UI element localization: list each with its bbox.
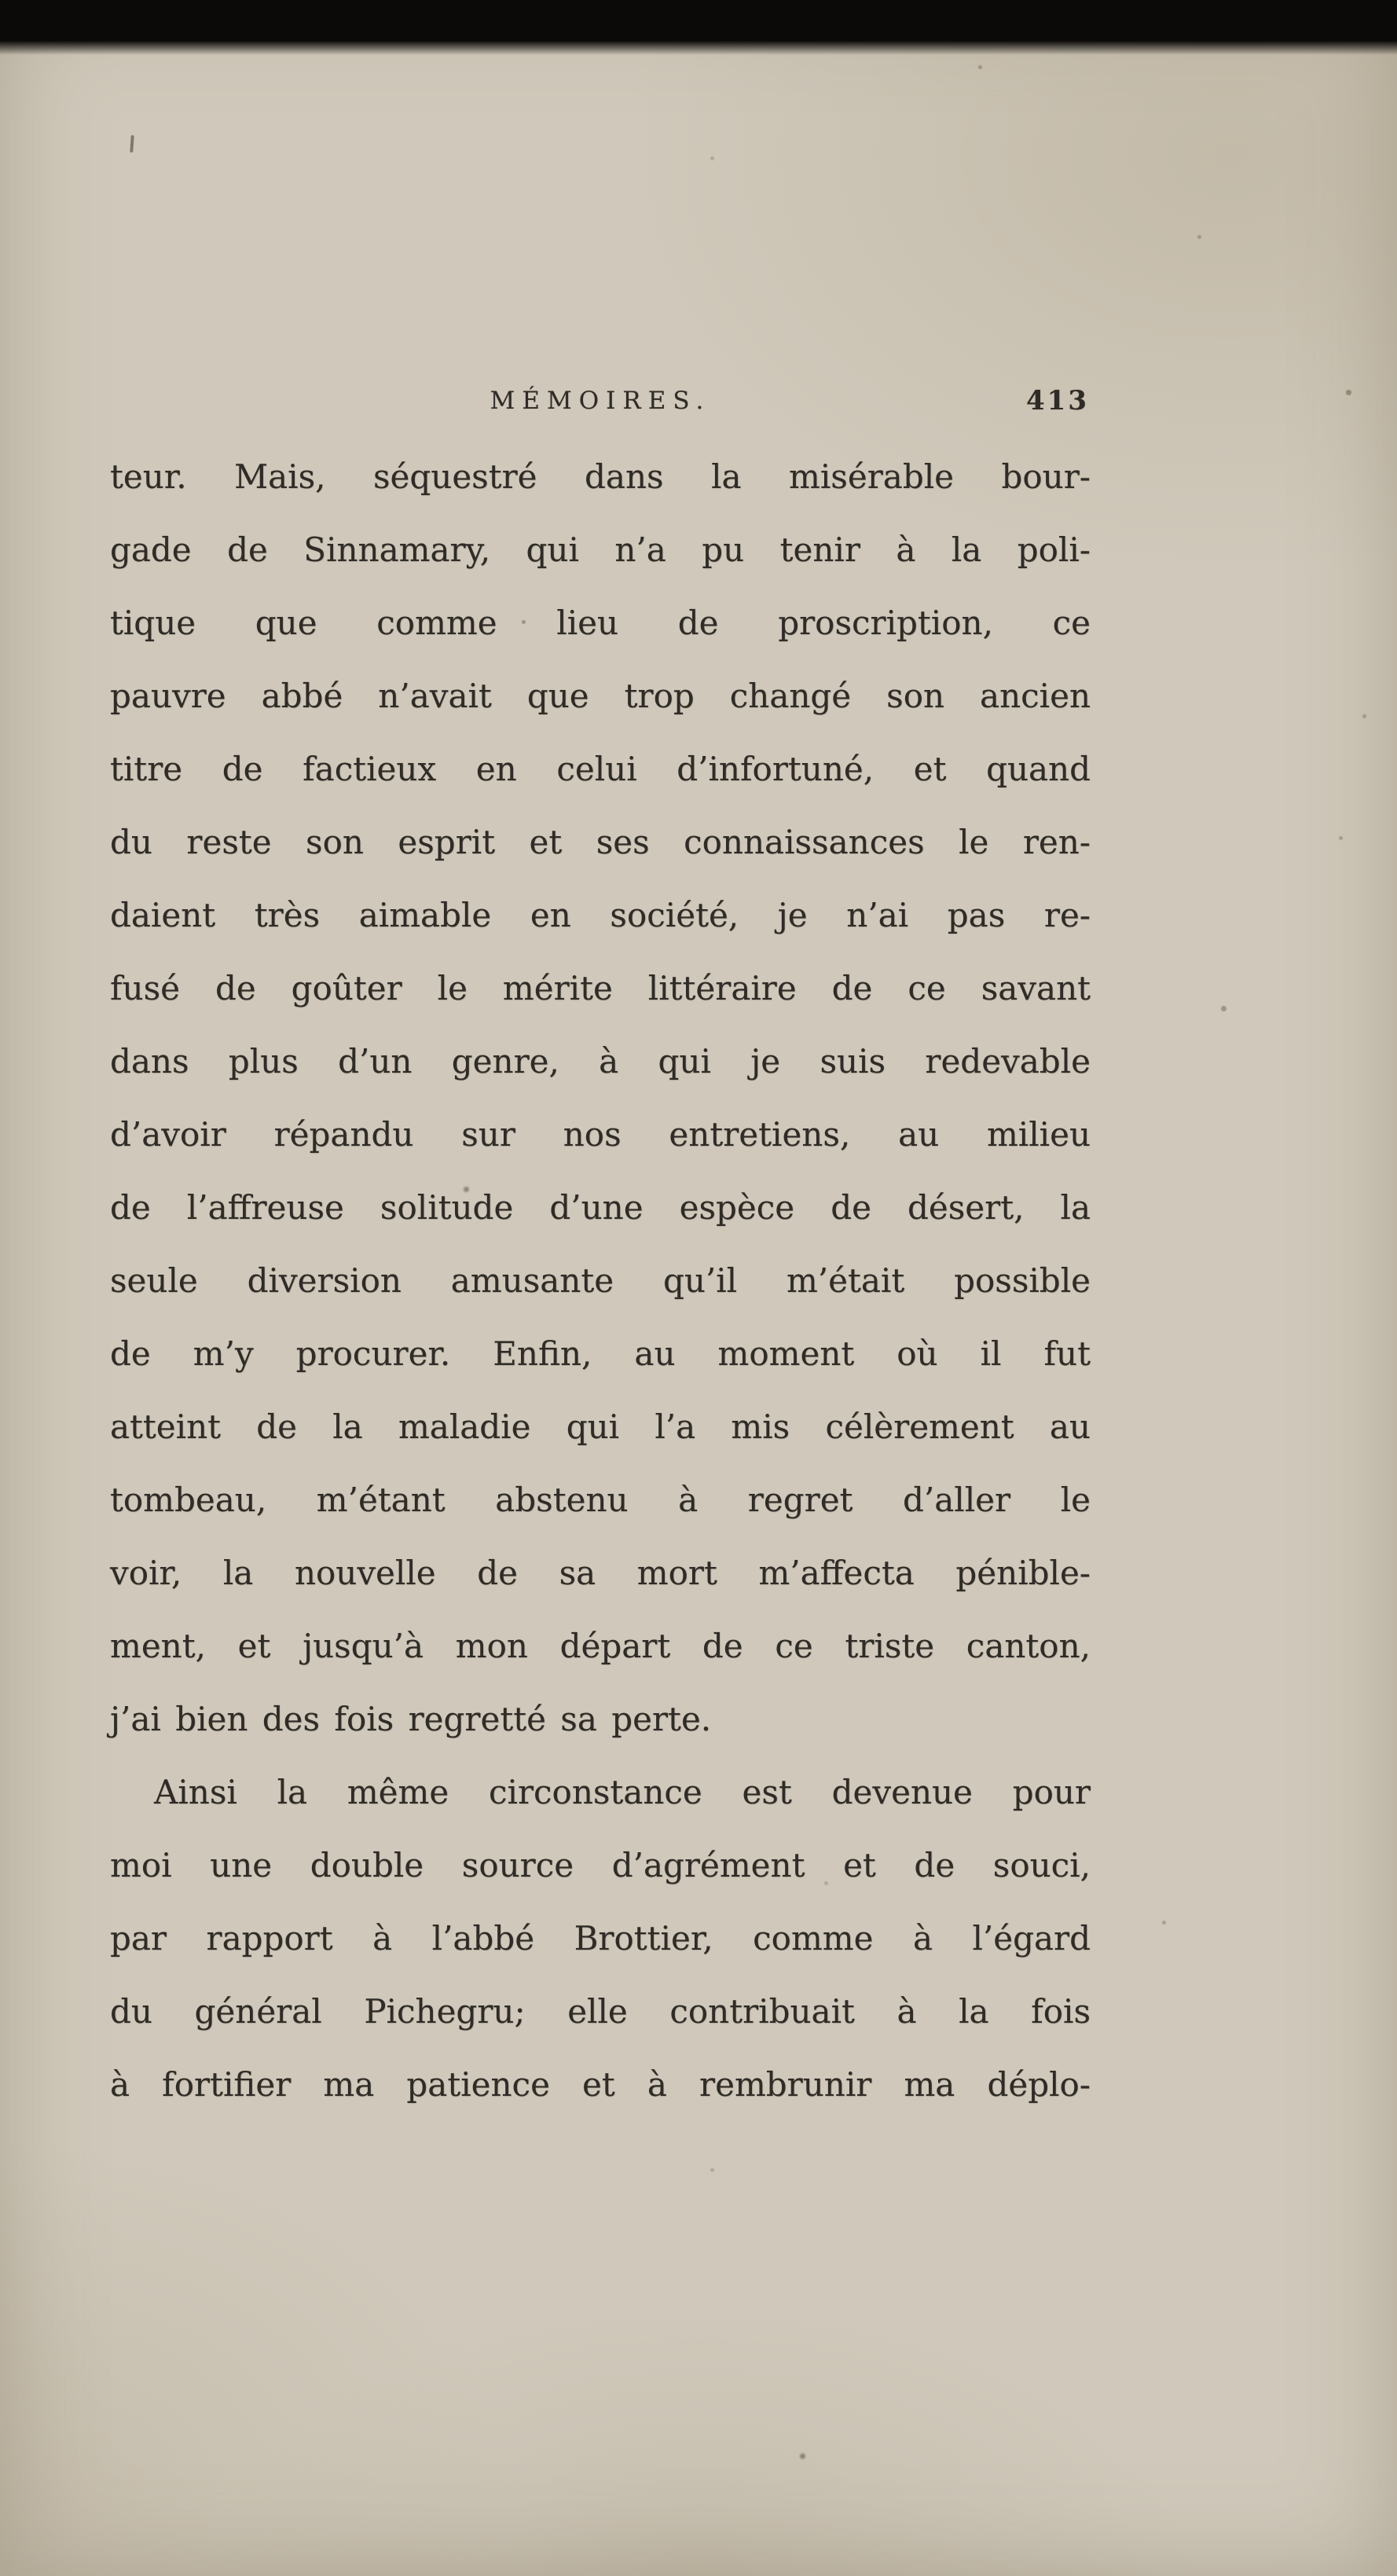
text-line: ment, et jusqu’à mon départ de ce triste canton, <box>110 1627 1091 1665</box>
text-block <box>110 440 1091 2121</box>
paper-mark <box>130 135 134 152</box>
text-line: j’ai bien des fois regretté sa perte. <box>110 1700 712 1738</box>
text-line: voir, la nouvelle de sa mort m’affecta pénible- <box>110 1554 1091 1592</box>
text-line: atteint de la maladie qui l’a mis célèrement au <box>110 1407 1091 1446</box>
text-line: tombeau, m’étant abstenu à regret d’aller le <box>110 1481 1091 1519</box>
running-header <box>110 387 1091 423</box>
text-line: fusé de goûter le mérite littéraire de ce savant <box>110 969 1091 1007</box>
text-line: de m’y procurer. Enfin, au moment où il fut <box>110 1334 1091 1373</box>
running-header-title: MÉMOIRES. <box>490 387 711 415</box>
paper-specks <box>0 0 2 2</box>
scan-edge-top <box>0 0 1397 55</box>
text-line: teur. Mais, séquestré dans la misérable bour- <box>110 457 1091 496</box>
text-line: dans plus d’un genre, à qui je suis redevable <box>110 1042 1091 1081</box>
text-line: moi une double source d’agrément et de souci, <box>110 1846 1091 1884</box>
text-line: à fortifier ma patience et à rembrunir ma déplo- <box>110 2065 1091 2104</box>
text-line: d’avoir répandu sur nos entretiens, au milieu <box>110 1115 1091 1154</box>
text-line: du reste son esprit et ses connaissances le ren- <box>110 823 1091 861</box>
text-line: par rapport à l’abbé Brottier, comme à l’égard <box>110 1919 1091 1958</box>
text-line: de l’affreuse solitude d’une espèce de désert, la <box>110 1188 1091 1227</box>
text-line: tique que comme lieu de proscription, ce <box>110 604 1091 642</box>
text-line: titre de factieux en celui d’infortuné, et quand <box>110 750 1091 788</box>
text-line: pauvre abbé n’avait que trop changé son ancien <box>110 677 1091 715</box>
page-number: 413 <box>1026 385 1089 416</box>
text-line: Ainsi la même circonstance est devenue pour <box>154 1773 1091 1811</box>
text-line: du général Pichegru; elle contribuait à la fois <box>110 1992 1091 2031</box>
text-line: daient très aimable en société, je n’ai pas re- <box>110 896 1091 934</box>
text-line: seule diversion amusante qu’il m’était possible <box>110 1261 1091 1300</box>
text-line: gade de Sinnamary, qui n’a pu tenir à la poli- <box>110 530 1091 569</box>
